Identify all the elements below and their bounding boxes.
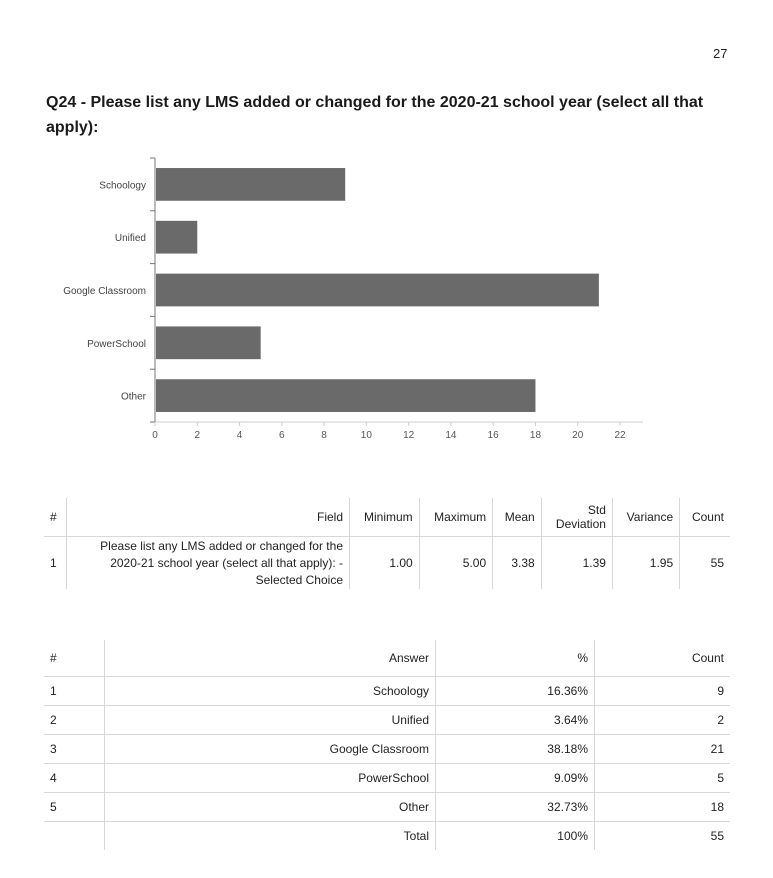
stats-header-maximum: Maximum — [419, 498, 492, 537]
total-cell-count: 55 — [710, 829, 724, 843]
answer-cell-num: 2 — [44, 706, 105, 735]
answer-header-row — [44, 640, 730, 677]
x-tick-label: 16 — [487, 430, 499, 441]
stats-header-row — [44, 498, 730, 537]
answer-cell-count: 21 — [595, 735, 731, 764]
x-tick-label: 22 — [614, 430, 626, 441]
answer-cell-count: 18 — [595, 793, 731, 822]
answer-cell-percent: 32.73% — [436, 793, 595, 822]
table-row — [44, 706, 730, 735]
answer-cell-answer: Unified — [105, 706, 436, 735]
x-tick-label: 12 — [403, 430, 415, 441]
stats-cell-minimum: 1.00 — [350, 537, 420, 590]
stats-header-mean: Mean — [493, 498, 542, 537]
total-row — [44, 822, 730, 851]
bar-google-classroom — [156, 274, 599, 307]
stats-cell-maximum: 5.00 — [419, 537, 492, 590]
x-tick-label: 18 — [529, 430, 542, 441]
table-row — [44, 764, 730, 793]
answer-cell-answer: Other — [105, 793, 436, 822]
answer-header-num: # — [44, 640, 105, 677]
stats-header-std-line1: Std — [587, 503, 606, 517]
x-tick-label: 6 — [279, 430, 285, 441]
bar-other — [156, 379, 535, 412]
answer-cell-num: 1 — [44, 677, 105, 706]
stats-header-std-line2: Deviation — [555, 517, 606, 531]
x-tick-label: 4 — [236, 430, 243, 441]
x-tick-label: 8 — [321, 430, 327, 441]
stats-cell-num: 1 — [44, 537, 67, 590]
summary-statistics-table — [44, 498, 730, 589]
page-number: 27 — [713, 46, 728, 61]
answer-cell-percent: 16.36% — [436, 677, 595, 706]
answer-cell-answer: Google Classroom — [105, 735, 436, 764]
stats-header-field: Field — [67, 498, 350, 537]
stats-cell-mean: 3.38 — [493, 537, 542, 590]
stats-header-count: Count — [680, 498, 730, 537]
x-tick-label: 20 — [572, 430, 584, 441]
category-label: Unified — [114, 233, 146, 245]
answer-cell-percent: 3.64% — [436, 706, 595, 735]
bar-powerschool — [156, 326, 261, 359]
stats-cell-field — [67, 537, 350, 590]
answer-table — [44, 640, 730, 850]
category-label: Schoology — [99, 180, 146, 192]
stats-cell-count: 55 — [710, 556, 724, 570]
stats-field-line1: Please list any LMS added or changed for the — [100, 538, 343, 553]
total-cell-label: Total — [105, 822, 436, 851]
table-row — [44, 677, 730, 706]
bar-unified — [156, 221, 197, 254]
stats-cell-variance: 1.95 — [612, 537, 679, 590]
x-tick-label: 10 — [360, 430, 372, 441]
x-tick-label: 2 — [194, 430, 201, 441]
answer-header-count: Count — [595, 640, 731, 677]
total-cell-percent: 100% — [436, 822, 595, 851]
category-label: PowerSchool — [87, 338, 146, 350]
x-tick-label: 14 — [445, 430, 457, 441]
x-tick-label: 0 — [152, 430, 158, 441]
answer-cell-count: 5 — [595, 764, 731, 793]
stats-header-num: # — [44, 498, 67, 537]
answer-cell-count: 9 — [595, 677, 731, 706]
question-title: Q24 - Please list any LMS added or changed for the 2020-21 school year (select all that apply): — [46, 94, 704, 136]
total-cell-num — [44, 822, 105, 851]
table-row — [44, 735, 730, 764]
answer-cell-count: 2 — [595, 706, 731, 735]
answer-header-answer: Answer — [105, 640, 436, 677]
category-label: Google Classroom — [63, 286, 146, 297]
answer-cell-num: 5 — [44, 793, 105, 822]
answer-cell-answer: PowerSchool — [105, 764, 436, 793]
answer-cell-answer: Schoology — [105, 677, 436, 706]
stats-header-std-deviation — [541, 498, 612, 537]
stats-header-minimum: Minimum — [350, 498, 420, 537]
answer-cell-num: 3 — [44, 735, 105, 764]
bar-schoology — [156, 168, 345, 201]
stats-cell-std-deviation: 1.39 — [541, 537, 612, 590]
answer-cell-num: 4 — [44, 764, 105, 793]
answer-cell-percent: 9.09% — [436, 764, 595, 793]
stats-field-line2: 2020-21 school year (select all that apply): - — [110, 555, 343, 570]
category-label: Other — [120, 391, 146, 403]
stats-header-variance: Variance — [612, 498, 679, 537]
stats-row — [44, 537, 730, 590]
stats-field-line3: Selected Choice — [255, 572, 343, 587]
answer-cell-percent: 38.18% — [436, 735, 595, 764]
answer-header-percent: % — [436, 640, 595, 677]
table-row — [44, 793, 730, 822]
